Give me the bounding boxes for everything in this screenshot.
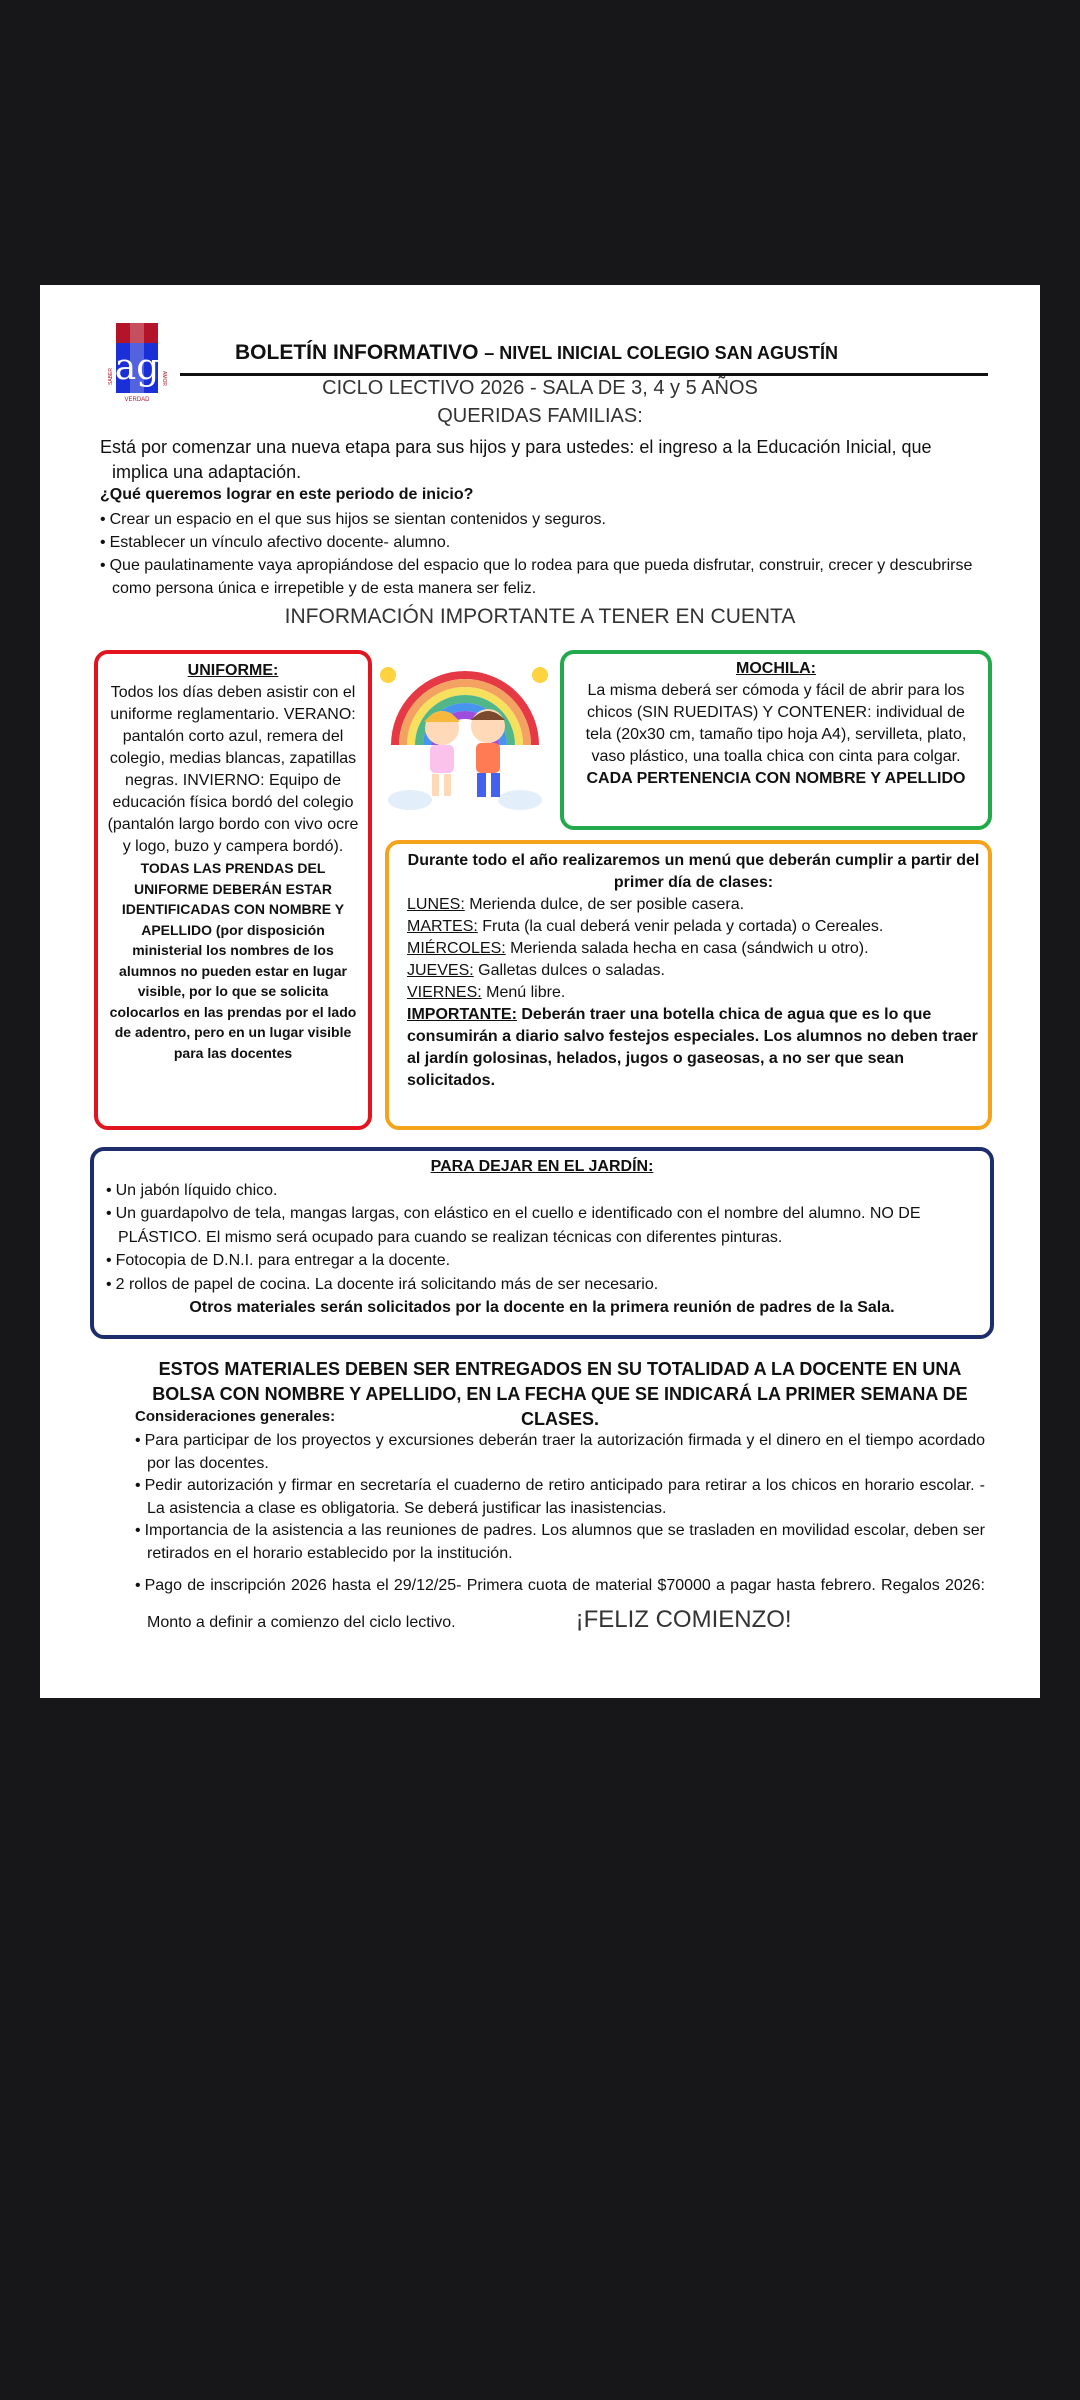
uniform-body: Todos los días deben asistir con el uniforme reglamentario. VERANO: pantalón corto azul, remera del colegio, medias blancas, zapatillas negras. INVIERNO: Equipo de educación física bordó del colegio (pantalón largo bordo con vivo ocre y logo, buzo y campera bordó).: [107, 684, 359, 855]
list-item: • 2 rollos de papel de cocina. La docente irá solicitando más de ser necesario.: [106, 1273, 978, 1297]
list-item: • Un guardapolvo de tela, mangas largas, con elástico en el cuello e identificado con el nombre del alumno. NO DE PLÁSTICO. El mismo será ocupado para cuando se realizan técnicas con diferentes pinturas.: [106, 1202, 978, 1249]
menu-day-row: MARTES: Fruta (la cual deberá venir pelada y cortada) o Cereales.: [407, 918, 884, 935]
kids-rainbow-illustration: [380, 650, 550, 820]
logo-bottom-text: VERDAD: [124, 397, 150, 403]
bulletin-subtitle: CICLO LECTIVO 2026 - SALA DE 3, 4 y 5 AÑOS: [322, 377, 758, 399]
menu-box: [385, 840, 992, 1130]
closing-greeting: ¡FELIZ COMIENZO!: [575, 1606, 792, 1633]
backpack-heading: MOCHILA:: [736, 660, 816, 677]
supplies-box: [90, 1147, 994, 1339]
uniform-note: TODAS LAS PRENDAS DEL UNIFORME DEBERÁN ESTAR IDENTIFICADAS CON NOMBRE Y APELLIDO (por disposición ministerial los nombres de los alumnos no pueden estar en lugar visible, por lo que se solicita colocarlos en las prendas por el lado de adentro, pero en un lugar visible para las docentes: [109, 860, 357, 1061]
supplies-footer: Otros materiales serán solicitados por la docente en la primera reunión de padres de la Sala.: [189, 1299, 895, 1316]
uniform-heading: UNIFORME:: [187, 662, 279, 679]
logo-right-text: AMOR: [161, 371, 167, 386]
considerations-heading: Consideraciones generales:: [135, 1408, 336, 1425]
goals-question: ¿Qué queremos lograr en este periodo de inicio?: [100, 486, 474, 503]
menu-day-row: MIÉRCOLES: Merienda salada hecha en casa (sándwich u otro).: [407, 940, 869, 957]
list-item: • Para participar de los proyectos y excursiones deberán traer la autorización firmada y el dinero en el tiempo acordado por las docentes.: [135, 1430, 985, 1475]
menu-day-row: JUEVES: Galletas dulces o saladas.: [407, 962, 665, 979]
info-heading: INFORMACIÓN IMPORTANTE A TENER EN CUENTA: [284, 605, 796, 628]
logo-left-text: SABER: [108, 368, 114, 385]
list-item: • Un jabón líquido chico.: [106, 1179, 978, 1203]
supplies-heading: PARA DEJAR EN EL JARDÍN:: [430, 1158, 654, 1175]
list-item: • Establecer un vínculo afectivo docente- alumno.: [100, 531, 980, 554]
delivery-warning: ESTOS MATERIALES DEBEN SER ENTREGADOS EN SU TOTALIDAD A LA DOCENTE EN UNA BOLSA CON NOMBRE Y APELLIDO, EN LA FECHA QUE SE INDICARÁ LA PRIMER SEMANA DE CLASES.: [152, 1359, 968, 1429]
bulletin-title: BOLETÍN INFORMATIVO – NIVEL INICIAL COLEGIO SAN AGUSTÍN: [235, 341, 838, 364]
logo-letters: ag: [114, 347, 160, 388]
supplies-list: [106, 1179, 978, 1297]
list-item: • Importancia de la asistencia a las reuniones de padres. Los alumnos que se trasladen en movilidad escolar, deben ser retirados en el horario establecido por la institución.: [135, 1520, 985, 1565]
bulletin-page: [40, 285, 1040, 1698]
backpack-body: La misma deberá ser cómoda y fácil de abrir para los chicos (SIN RUEDITAS) Y CONTENER: individual de tela (20x30 cm, tamaño tipo hoja A4), servilleta, plato, vaso plástico, una toalla chica con cinta para colgar.: [585, 682, 967, 765]
menu-important: IMPORTANTE: Deberán traer una botella chica de agua que es lo que consumirán a diario salvo festejos especiales. Los alumnos no deben traer al jardín golosinas, helados, jugos o gaseosas, a no ser que sean solicitados.: [407, 1006, 978, 1089]
list-item: • Que paulatinamente vaya apropiándose del espacio que lo rodea para que pueda disfrutar, construir, crecer y descubrirse como persona única e irrepetible y de esta manera ser feliz.: [100, 554, 980, 600]
backpack-note: CADA PERTENENCIA CON NOMBRE Y APELLIDO: [586, 770, 966, 787]
backpack-box: [560, 650, 992, 830]
goals-list: [100, 508, 980, 600]
title-underline: [180, 373, 988, 376]
list-item: • Pago de inscripción 2026 hasta el 29/12/25- Primera cuota de material $70000 a pagar hasta febrero. Regalos 2026: Monto a definir a comienzo del ciclo lectivo. ¡FELIZ COMIENZO!: [135, 1569, 985, 1640]
list-item: • Fotocopia de D.N.I. para entregar a la docente.: [106, 1249, 978, 1273]
menu-day-row: VIERNES: Menú libre.: [407, 984, 566, 1001]
greeting: QUERIDAS FAMILIAS:: [437, 405, 643, 427]
list-item: • Crear un espacio en el que sus hijos se sientan contenidos y seguros.: [100, 508, 980, 531]
menu-lead: Durante todo el año realizaremos un menú que deberán cumplir a partir del primer día de clases:: [407, 852, 980, 891]
considerations-list: [135, 1430, 985, 1640]
intro-paragraph: Está por comenzar una nueva etapa para sus hijos y para ustedes: el ingreso a la Educación Inicial, que implica una adaptación.: [100, 437, 932, 482]
list-item: • Pedir autorización y firmar en secretaría el cuaderno de retiro anticipado para retirar a los chicos en horario escolar. - La asistencia a clase es obligatoria. Se deberá justificar las inasistencias.: [135, 1475, 985, 1520]
menu-day-row: LUNES: Merienda dulce, de ser posible casera.: [407, 896, 745, 913]
uniform-box: [94, 650, 372, 1130]
